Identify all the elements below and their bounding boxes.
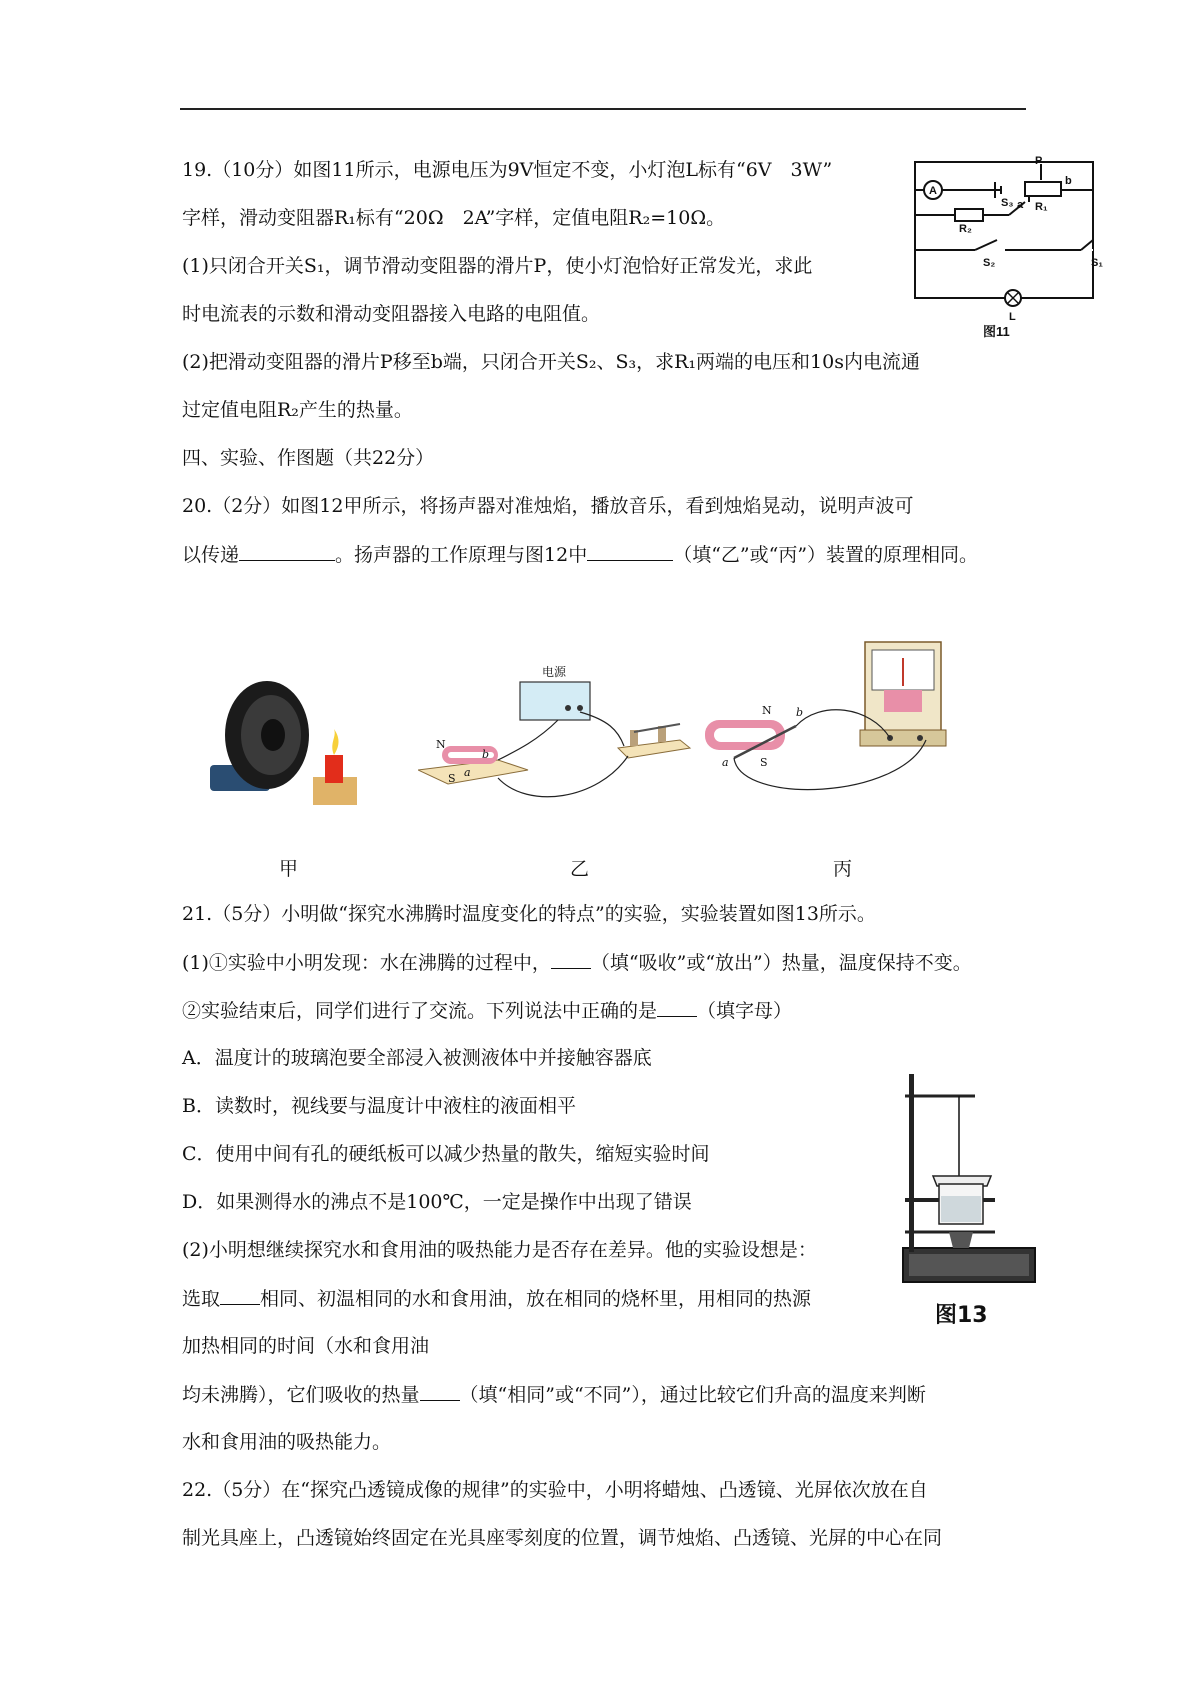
figure-13-boiling-apparatus [895,1072,1040,1332]
q19-line1: 19.（10分）如图11所示，电源电压为9V恒定不变，小灯泡L标有“6V 3W” [182,159,833,181]
fig13-caption: 图13 [935,1303,988,1328]
q21-line2-start: (1)①实验中小明发现：水在沸腾的过程中， [182,952,551,974]
figure-12-yi-apparatus [418,660,698,810]
fig12-bing-n-label: N [762,704,772,717]
q21-line9-end: 相同、初温相同的水和食用油，放在相同的烧杯里，用相同的热源 [260,1288,812,1310]
q21-line11-start: 均未沸腾），它们吸收的热量 [182,1384,420,1406]
q20-answer-blank-1[interactable] [239,542,335,561]
q22-line2: 制光具座上，凸透镜始终固定在光具座零刻度的位置，调节烛焰、凸透镜、光屏的中心在同 [182,1527,943,1549]
section-4-title: 四、实验、作图题（共22分） [182,447,435,469]
q19-line5: (2)把滑动变阻器的滑片P移至b端，只闭合开关S₂、S₃，求R₁两端的电压和10s内电流通 [182,351,920,373]
fig12-caption-bing: 丙 [833,858,853,880]
q20-line1: 20.（2分）如图12甲所示，将扬声器对准烛焰，播放音乐，看到烛焰晃动，说明声波可 [182,495,914,517]
fig11-s2-label: S₂ [983,257,996,269]
fig12-yi-n-label: N [436,738,446,751]
q21-line1: 21.（5分）小明做“探究水沸腾时温度变化的特点”的实验，实验装置如图13所示。 [182,903,876,925]
q21-line12: 水和食用油的吸热能力。 [182,1431,392,1453]
fig12-power-label: 电源 [542,665,567,679]
fig11-l-label: L [1009,311,1016,323]
fig11-caption: 图11 [983,324,1010,339]
q21-line3-start: ②实验结束后，同学们进行了交流。下列说法中正确的是 [182,1000,658,1022]
fig11-a-label: a [1017,199,1024,211]
header-rule [180,108,1026,110]
fig12-yi-s-label: S [448,772,456,785]
q20-line2-start: 以传递 [182,544,240,566]
q21-option-b: B．读数时，视线要与温度计中液柱的液面相平 [182,1095,576,1117]
q21-answer-blank-1[interactable] [551,950,591,969]
fig12-caption-jia: 甲 [279,858,299,880]
q21-line3 [182,998,792,1023]
fig11-ammeter-label: A [929,185,937,197]
q20-line2-middle: 。扬声器的工作原理与图12中 [335,544,588,566]
fig12-bing-s-label: S [760,756,768,769]
q21-line9-start: 选取 [182,1288,221,1310]
q21-line11-end: （填“相同”或“不同”），通过比较它们升高的温度来判断 [459,1384,926,1406]
q21-answer-blank-2[interactable] [657,998,697,1017]
fig11-s3-label: S₃ [1001,197,1014,209]
q22-line1: 22.（5分）在“探究凸透镜成像的规律”的实验中，小明将蜡烛、凸透镜、光屏依次放在自 [182,1479,928,1501]
q21-line11 [182,1382,926,1407]
fig12-yi-a-label: a [464,766,471,779]
figure-11-circuit [905,150,1105,340]
q19-line6: 过定值电阻R₂产生的热量。 [182,399,413,421]
q19-line2: 字样，滑动变阻器R₁标有“20Ω 2A”字样，定值电阻R₂=10Ω。 [182,207,726,229]
q20-line2-end: （填“乙”或“丙”）装置的原理相同。 [673,544,979,566]
fig12-bing-a-label: a [722,756,729,769]
q21-answer-blank-3[interactable] [220,1286,260,1305]
q21-line8: (2)小明想继续探究水和食用油的吸热能力是否存在差异。他的实验设想是： [182,1239,817,1261]
q21-line2-end: （填“吸收”或“放出”）热量，温度保持不变。 [590,952,972,974]
fig12-yi-b-label: b [482,748,490,761]
q21-line9 [182,1286,811,1311]
figure-12-bing-apparatus [700,630,950,820]
q21-line2 [182,950,972,975]
q19-line4: 时电流表的示数和滑动变阻器接入电路的电阻值。 [182,303,601,325]
q19-line3: (1)只闭合开关S₁，调节滑动变阻器的滑片P，使小灯泡恰好正常发光，求此 [182,255,813,277]
fig11-b-label: b [1065,175,1072,187]
q21-option-c: C．使用中间有孔的硬纸板可以减少热量的散失，缩短实验时间 [182,1143,710,1165]
fig11-r1-label: R₁ [1035,201,1048,213]
fig12-bing-b-label: b [796,706,804,719]
q20-line2 [182,542,978,567]
fig11-r2-label: R₂ [959,223,972,235]
fig11-s1-label: S₁ [1091,257,1103,269]
fig12-caption-yi: 乙 [570,858,590,880]
q21-answer-blank-4[interactable] [420,1382,460,1401]
figure-12-jia-speaker-candle [205,675,365,810]
q21-line3-end: （填字母） [697,1000,793,1022]
fig11-p-label: P [1035,155,1043,167]
q20-answer-blank-2[interactable] [587,542,673,561]
q21-line10: 加热相同的时间（水和食用油 [182,1335,430,1357]
q21-option-d: D．如果测得水的沸点不是100℃，一定是操作中出现了错误 [182,1191,692,1213]
q21-option-a: A．温度计的玻璃泡要全部浸入被测液体中并接触容器底 [182,1047,652,1069]
